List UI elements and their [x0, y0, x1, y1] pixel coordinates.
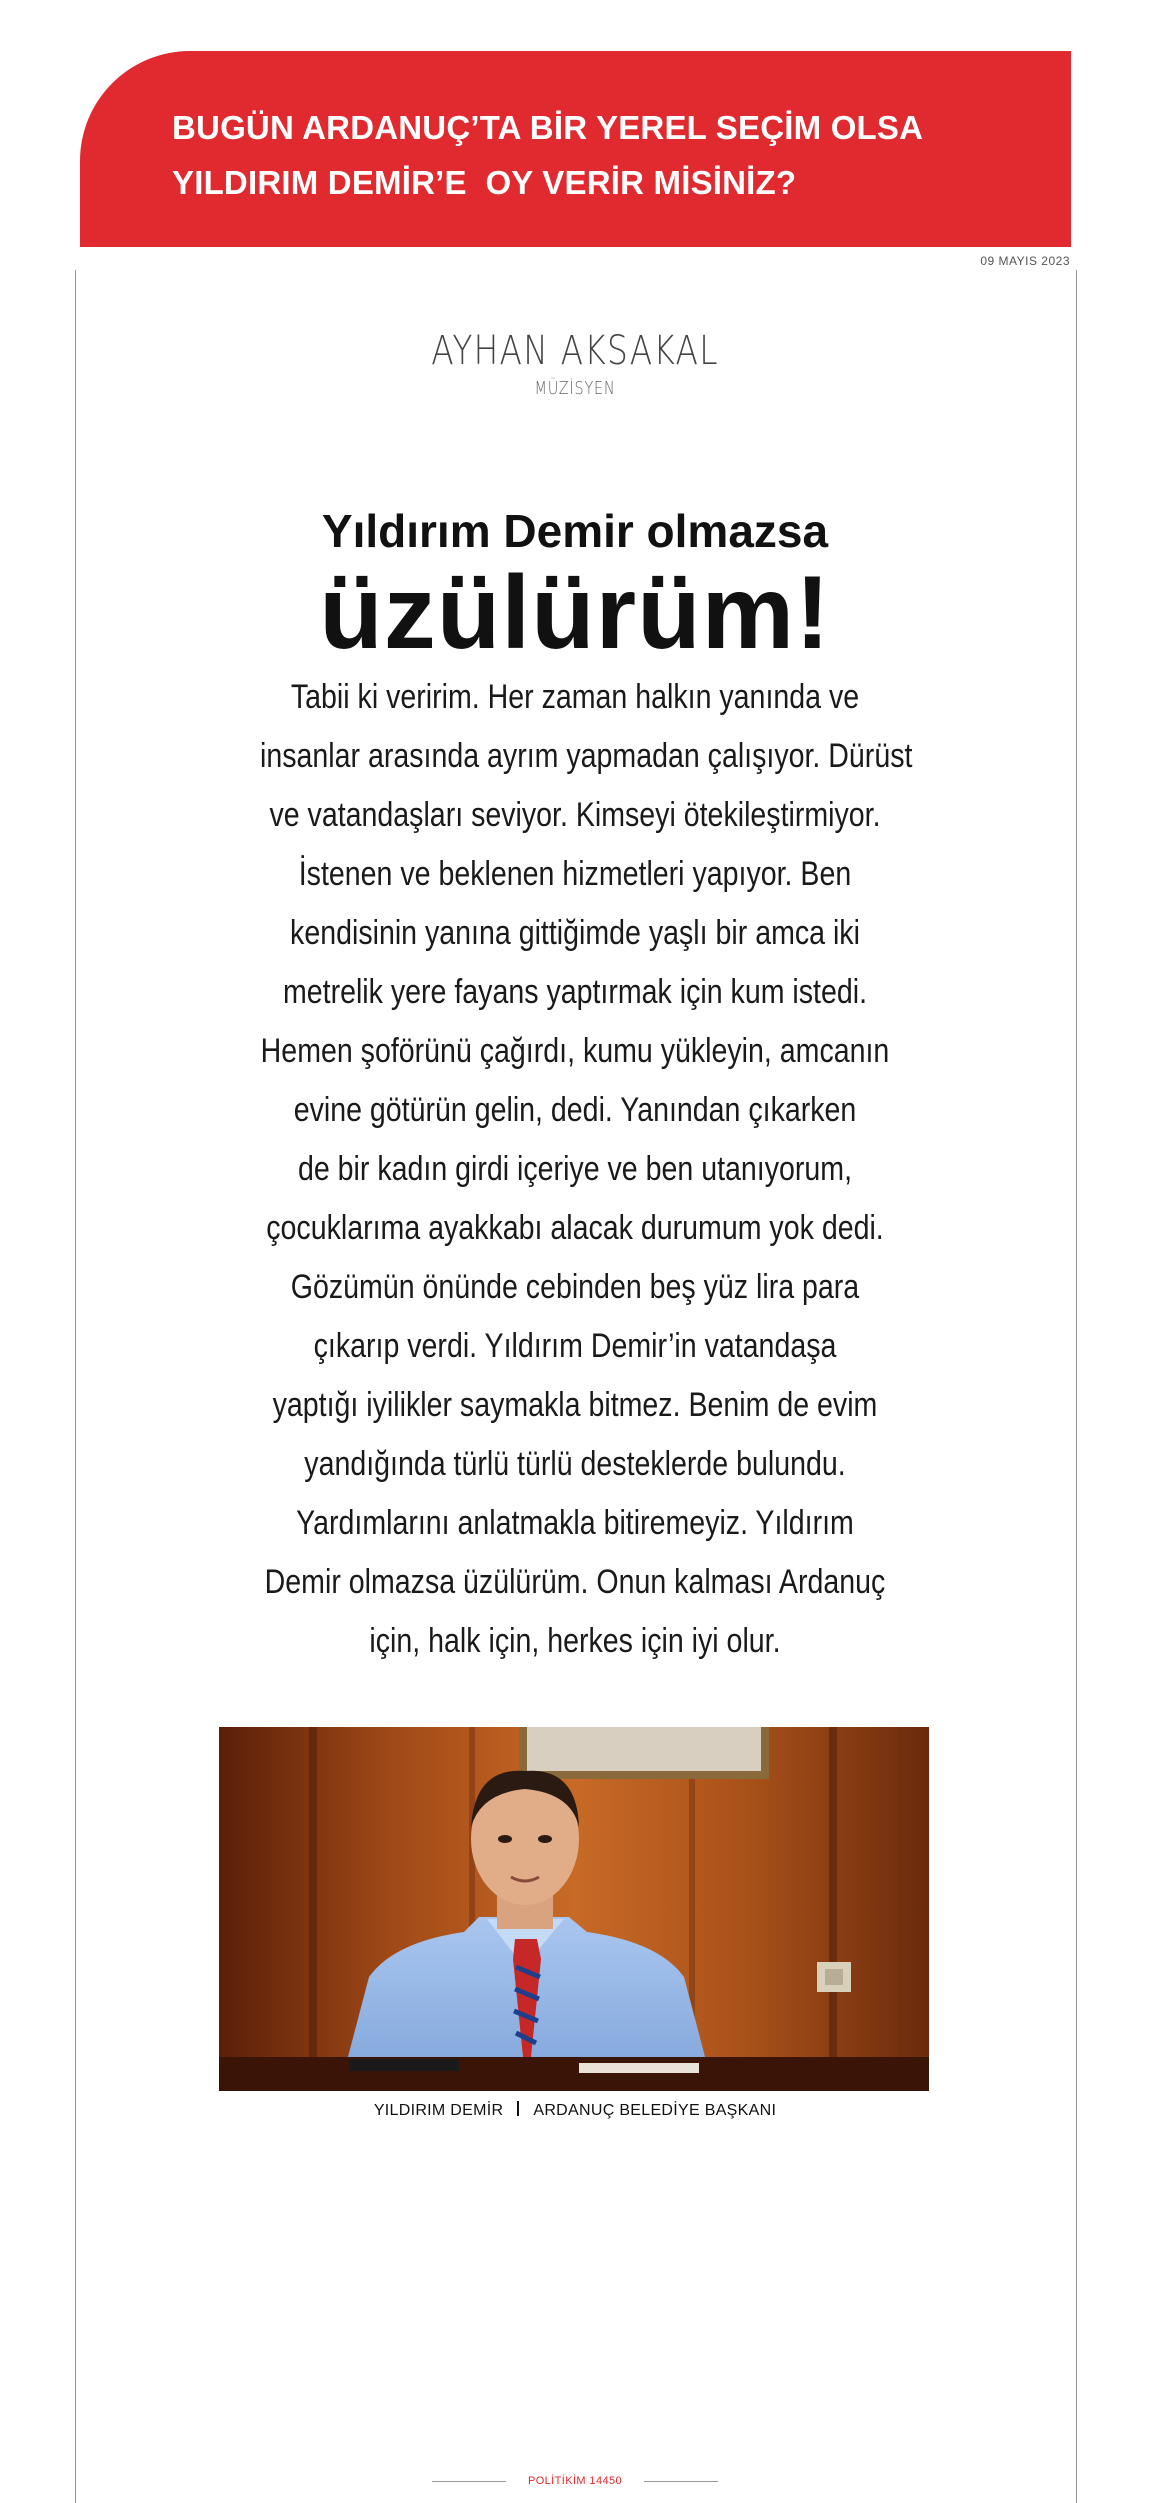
body-line: İstenen ve beklenen hizmetleri yapıyor. Ben — [298, 855, 852, 893]
body-line: çıkarıp verdi. Yıldırım Demir’in vatandaşa — [313, 1327, 837, 1365]
caption-separator — [517, 2101, 519, 2116]
body-line: metrelik yere fayans yaptırmak için kum istedi. — [282, 973, 868, 1011]
survey-question-line-2: YILDIRIM DEMİR’E OY VERİR MİSİNİZ? — [172, 164, 797, 201]
body-line: evine götürün gelin, dedi. Yanından çıkarken — [293, 1091, 857, 1129]
photo-caption-name: YILDIRIM DEMİR — [373, 2102, 504, 2119]
footer-page-label: POLİTİKİM 14450 — [527, 2475, 623, 2487]
body-line: de bir kadın girdi içeriye ve ben utanıyorum, — [297, 1150, 853, 1188]
body-line: Gözümün önünde cebinden beş yüz lira para — [290, 1268, 860, 1306]
body-line: çocuklarıma ayakkabı alacak durumum yok dedi. — [266, 1209, 884, 1247]
page-footer — [0, 2475, 1150, 2487]
body-line: Hemen şoförünü çağırdı, kumu yükleyin, amcanın — [260, 1032, 890, 1070]
body-line: Yardımlarını anlatmakla bitiremeyiz. Yıldırım — [296, 1504, 854, 1542]
headline-kicker: Yıldırım Demir olmazsa — [321, 505, 829, 557]
footer-rule-left — [432, 2481, 506, 2482]
photo-caption — [0, 2100, 1150, 2122]
author-block — [0, 326, 1150, 399]
body-line: ve vatandaşları seviyor. Kimseyi ötekileştirmiyor. — [269, 796, 881, 834]
author-role: MÜZİSYEN — [534, 378, 616, 399]
mayor-photo-illustration — [219, 1727, 929, 2091]
body-line: Tabii ki veririm. Her zaman halkın yanında ve — [290, 678, 860, 716]
author-name: AYHAN AKSAKAL — [431, 328, 719, 374]
body-line: kendisinin yanına gittiğimde yaşlı bir amca iki — [290, 914, 860, 952]
body-line: için, halk için, herkes için iyi olur. — [369, 1622, 781, 1660]
mayor-photo — [219, 1727, 929, 2091]
issue-date: 09 MAYIS 2023 — [980, 254, 1070, 268]
body-line: Demir olmazsa üzülürüm. Onun kalması Ardanuç — [264, 1563, 886, 1601]
headline-main: üzülürüm! — [319, 555, 831, 671]
photo-caption-title: ARDANUÇ BELEDİYE BAŞKANI — [533, 2102, 777, 2119]
survey-question — [172, 100, 923, 210]
body-line: yaptığı iyilikler saymakla bitmez. Benim de evim — [272, 1386, 878, 1424]
article-body — [200, 668, 950, 1671]
body-line: yandığında türlü türlü desteklerde bulundu. — [304, 1445, 846, 1483]
survey-question-line-1: BUGÜN ARDANUÇ’TA BİR YEREL SEÇİM OLSA — [172, 109, 924, 146]
body-line: insanlar arasında ayrım yapmadan çalışıyor. Dürüst — [260, 737, 913, 775]
footer-rule-right — [644, 2481, 718, 2482]
